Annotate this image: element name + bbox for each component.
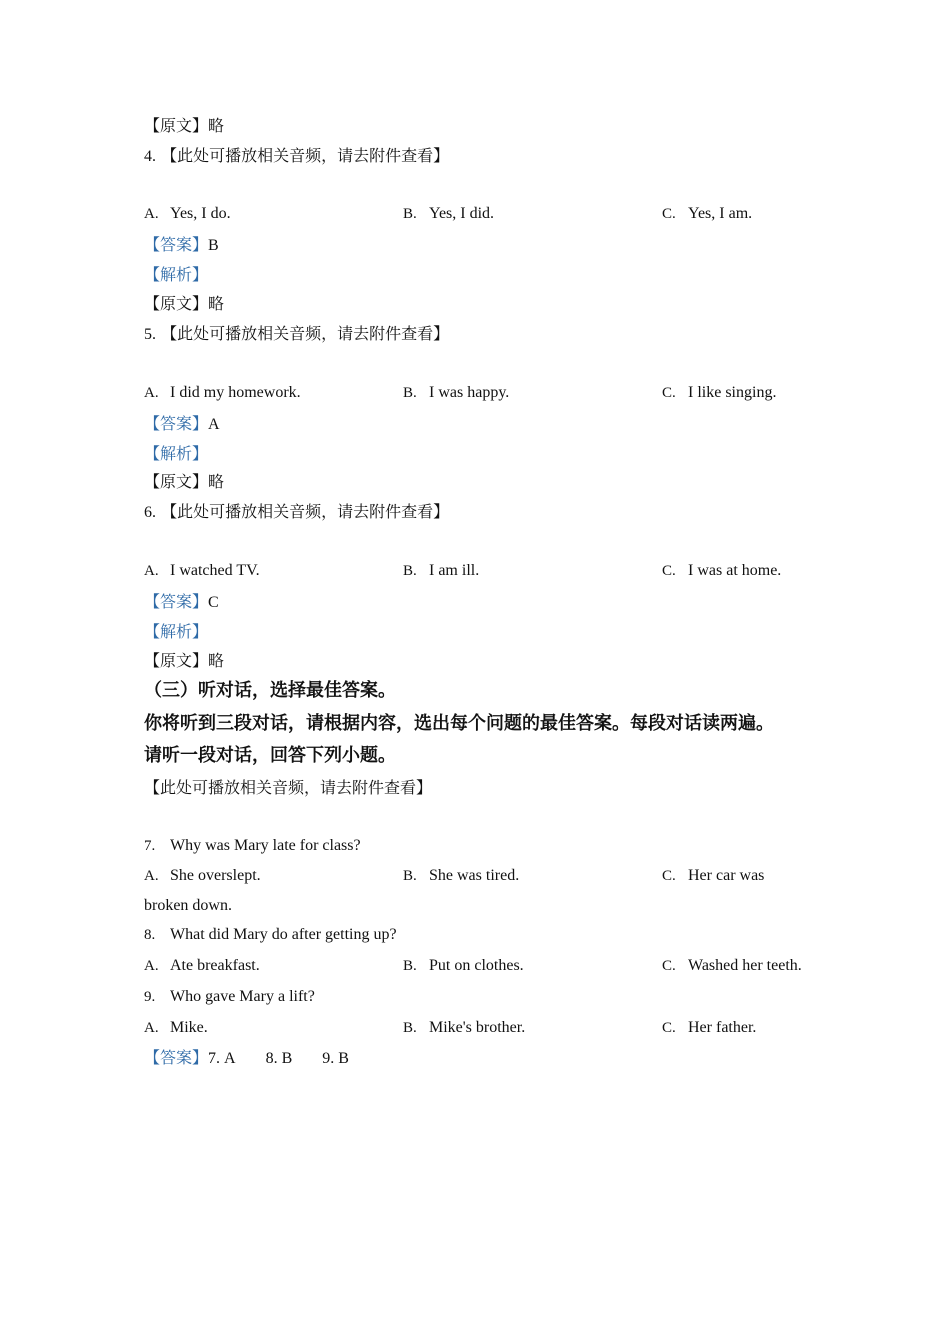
q6-option-a: A. I watched TV. — [144, 562, 260, 579]
q7-option-b: B. She was tired. — [403, 867, 520, 884]
q4-answer: 【答案】B — [144, 235, 219, 254]
section-3-title: （三）听对话，选择最佳答案。 — [144, 680, 396, 701]
question-5-audio: 5. 【此处可播放相关音频，请去附件查看】 — [144, 324, 450, 343]
q5-answer: 【答案】A — [144, 414, 220, 433]
q4-option-a: A. Yes, I do. — [144, 205, 231, 222]
section-3-audio: 【此处可播放相关音频，请去附件查看】 — [144, 778, 433, 797]
q7-option-c: C. Her car was — [662, 867, 765, 884]
question-7: 7. Why was Mary late for class? — [144, 837, 361, 854]
q9-option-b: B. Mike's brother. — [403, 1019, 526, 1036]
q5-yuanwen: 【原文】略 — [144, 472, 225, 491]
section-3-answers: 【答案】7. A 8. B 9. B — [144, 1048, 349, 1067]
q8-option-a: A. Ate breakfast. — [144, 957, 260, 974]
q6-option-b: B. I am ill. — [403, 562, 480, 579]
question-4-audio: 4. 【此处可播放相关音频，请去附件查看】 — [144, 146, 450, 165]
question-8: 8. What did Mary do after getting up? — [144, 926, 397, 943]
section-3-sub-instruction: 请听一段对话，回答下列小题。 — [144, 745, 396, 766]
q5-jiexi: 【解析】 — [144, 444, 209, 463]
question-9: 9. Who gave Mary a lift? — [144, 988, 315, 1005]
question-6-audio: 6. 【此处可播放相关音频，请去附件查看】 — [144, 502, 450, 521]
q4-yuanwen: 【原文】略 — [144, 294, 225, 313]
q9-option-a: A. Mike. — [144, 1019, 208, 1036]
q4-option-c: C. Yes, I am. — [662, 205, 753, 222]
q8-option-c: C. Washed her teeth. — [662, 957, 802, 974]
q6-yuanwen: 【原文】略 — [144, 651, 225, 670]
q7-option-c-continuation: broken down. — [144, 897, 232, 914]
q4-option-b: B. Yes, I did. — [403, 205, 495, 222]
q5-option-a: A. I did my homework. — [144, 384, 301, 401]
section-3-instruction: 你将听到三段对话，请根据内容，选出每个问题的最佳答案。每段对话读两遍。 — [144, 713, 774, 734]
q8-option-b: B. Put on clothes. — [403, 957, 524, 974]
q6-answer: 【答案】C — [144, 592, 219, 611]
q9-option-c: C. Her father. — [662, 1019, 757, 1036]
q5-option-b: B. I was happy. — [403, 384, 510, 401]
q4-jiexi: 【解析】 — [144, 265, 209, 284]
yuanwen-line: 【原文】略 — [144, 116, 225, 135]
q5-option-c: C. I like singing. — [662, 384, 777, 401]
q7-option-a: A. She overslept. — [144, 867, 261, 884]
q6-option-c: C. I was at home. — [662, 562, 782, 579]
q6-jiexi: 【解析】 — [144, 622, 209, 641]
